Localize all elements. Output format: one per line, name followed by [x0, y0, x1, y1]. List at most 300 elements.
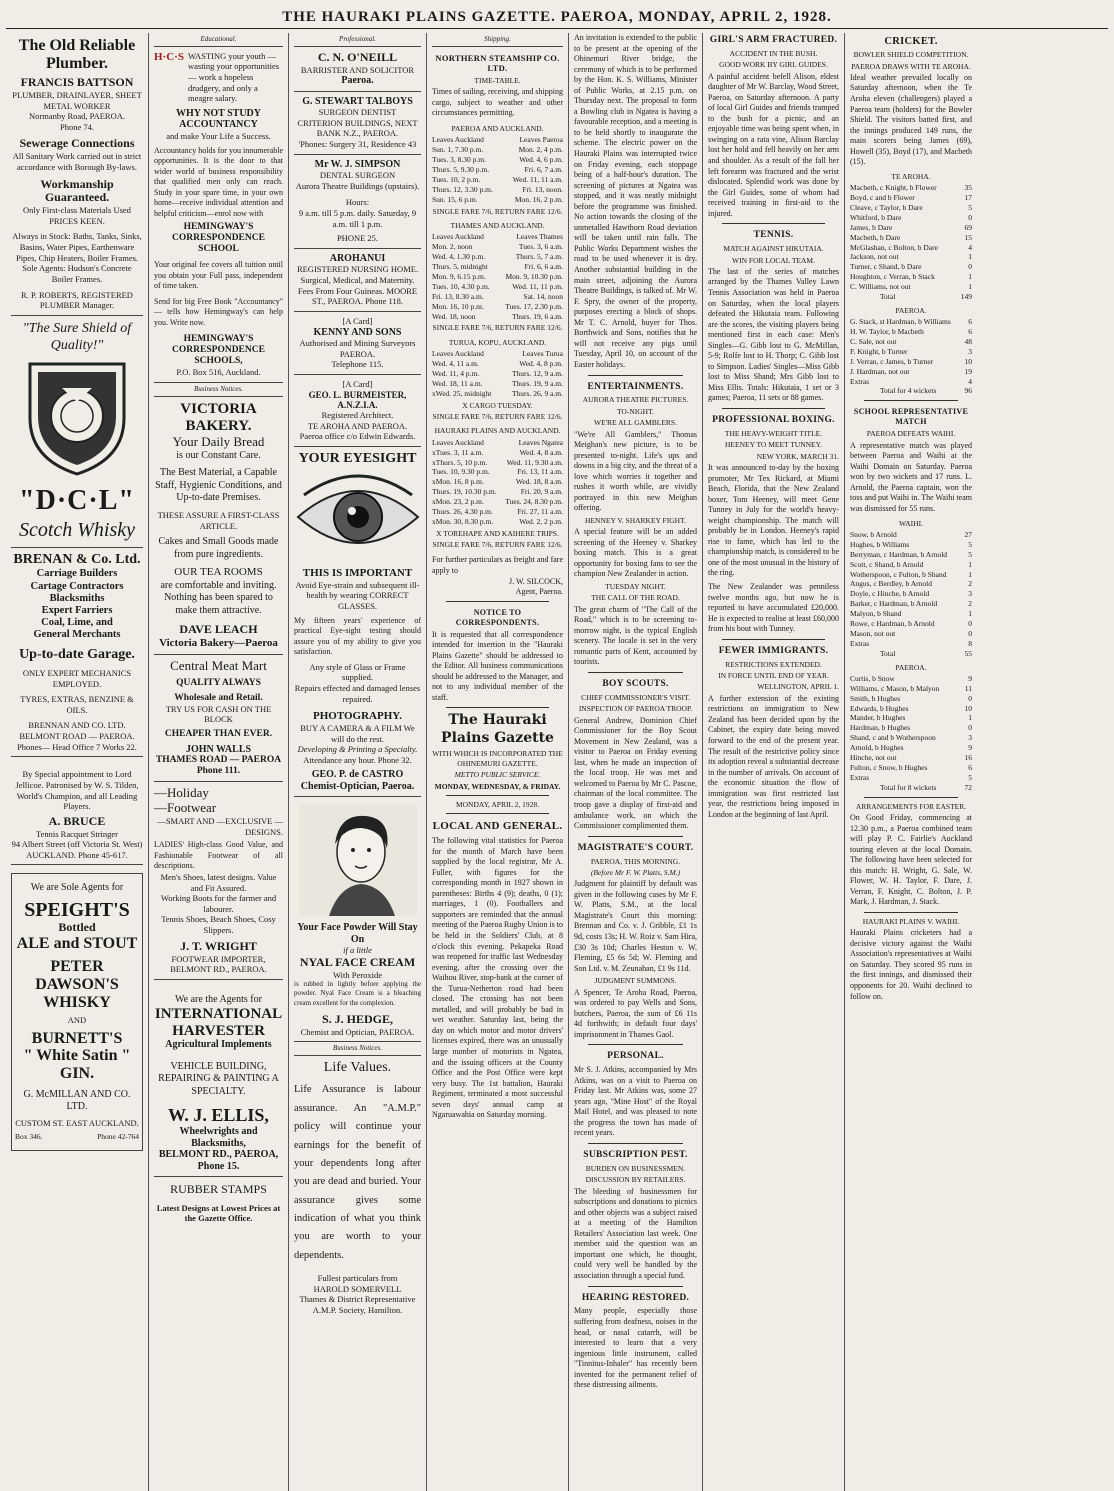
table-cell: Tues. 10, 4.30 p.m. — [432, 281, 490, 291]
article-subheading: ACCIDENT IN THE BUSH. — [729, 48, 818, 58]
article-subheading: IN FORCE UNTIL END OF YEAR. — [718, 671, 829, 681]
ad-line: General Merchants — [33, 628, 121, 640]
table-cell: Tues. 10, 9.30 p.m. — [432, 467, 490, 477]
ad-headline: Up-to-date Garage. — [19, 646, 135, 662]
table-cell: James, b Dare — [850, 222, 893, 232]
timetable-row — [432, 379, 563, 389]
timetable-row — [432, 242, 563, 252]
ad-text: BUY A CAMERA & A FILM We will do the rest. — [300, 722, 415, 744]
ad-brand: " White Satin " — [23, 1047, 131, 1065]
table-cell: Wed. 4, 11 a.m. — [432, 359, 479, 369]
timetable-row — [432, 369, 563, 379]
table-cell: xMon. 30, 8.30 p.m. — [432, 516, 494, 526]
ad-text: CUSTOM ST. EAST AUCKLAND. — [15, 1117, 139, 1128]
table-cell: Mon. 9, 10.30 p.m. — [505, 271, 563, 281]
article-subheading: HAURAKI PLAINS V. WAIHI. — [862, 916, 960, 926]
timetable-row — [432, 517, 563, 527]
article-subheading: THE HEAVY-WEIGHT TITLE. — [724, 428, 823, 438]
ad-text: is our Constant Care. — [176, 449, 261, 461]
article-subheading: AURORA THEATRE PICTURES. — [582, 395, 689, 405]
scorecard-total: Total for 8 wickets 72 — [880, 782, 972, 792]
article-body: On Good Friday, commencing at 12.30 p.m., a Paeroa combined team will play P. C. Fairlie's Auckland touring eleven at the local Domain. The following have been selected for this match: H. Wright, G. Sale, W. Flower, W. H. Taylor, F. Dare, J. Verran, F. Knight, C. Bolton, J. P. Mark, J. Hardman, J. Stack. — [850, 812, 972, 907]
scorecard-row — [850, 694, 972, 704]
ad-text: All Sanitary Work carried out in strict accordance with Borough By-laws. — [12, 151, 142, 172]
ad-text: Tennis Shoes, Beach Shoes, Cosy Slippers. — [161, 914, 276, 936]
article-subheading: DISCUSSION BY RETAILERS. — [585, 1175, 686, 1185]
ad-text: My fifteen years' experience of practical Eye-sight testing should assure you of my ability to give you satisfaction. — [294, 615, 421, 657]
ad-text: Working Boots for the farmer and labourer. — [160, 893, 277, 914]
table-cell: 17 — [964, 193, 972, 203]
fare-note: X CARGO TUESDAY. — [462, 400, 533, 410]
article-body: A painful accident befell Alison, eldest daughter of Mr W. Barclay, Wood Street, Paeroa, on Saturday afternoon. A party of local Girl Guides and friends tramped to the bush for a picnic, and an enjoyable time was being spent when, in swinging on a rata vine, Alison Barclay lost her hold and fell heavily on her arm and shoulder. As a result of the fall her left forearm was fractured and the wrist dislocated. Splendid work was done by the Girl Guides, some of whom had received training in first-aid to the injured. — [708, 71, 839, 218]
table-cell: 4 — [968, 242, 972, 252]
scorecard-row — [850, 723, 972, 733]
article-heading: FEWER IMMIGRANTS. — [718, 645, 829, 656]
table-cell: Wotherspoon, c Fulton, b Shand — [850, 569, 947, 579]
article-body: The last of the series of matches arranged by the Thames Valley Lawn Tennis Association was held in Paeroa on Saturday, when the local players defeated the Hikutaia team. Following are the scores, the visiting players being mentioned first in each case: Men's Singles—G. Gibb lost to G. McMillan, 5-9; Rolfe lost to H. Thorp; C. Gibb lost to Simpson. Ladies' Singles—Miss Gibb lost to Miss Shand; Mrs Gibb lost to Miss Ellis. Totals: Hikutaia, 1 set or 3 games; Paeroa, 11 sets or 88 games. — [708, 266, 839, 403]
gazette-date: MONDAY, APRIL 2, 1928. — [455, 799, 540, 809]
article-subheading: BOWLER SHIELD COMPETITION. — [853, 50, 969, 60]
card-name: AROHANUI — [329, 252, 386, 264]
table-cell: Sun. 1, 7.30 p.m. — [432, 145, 484, 155]
gazette-subtitle: WITH WHICH IS INCORPORATED THE OHINEMURI GAZETTE. — [432, 749, 563, 768]
article-body: Judgment for plaintiff by default was given in the following cases by Mr F. W. Platts, S.M., at the local Magistrate's Court this morning: Brennan and Co. v. J. Gribble, £1 1s 9d, costs 13s; H. W. Roiz v. Sam Hira, £30 3s 10d; Charles Heston v. W. Fleming, £5 6s 5d; W. Fleming and Son Ltd. v. M. Zeunahan, £1 9s 11d. — [574, 879, 697, 973]
table-cell: Thurs. 26, 9 a.m. — [511, 388, 563, 398]
ad-text: are comfortable and inviting. Nothing has been spared to make them attractive. — [160, 579, 277, 616]
gazette-subtitle: METTO PUBLIC SERVICE. — [454, 770, 541, 780]
card-text: Registered Architect. — [321, 410, 394, 421]
article-subheading: RESTRICTIONS EXTENDED. — [725, 659, 822, 669]
timetable-row — [432, 477, 563, 487]
table-cell: Wed. 11, 11 p.m. — [512, 281, 563, 291]
route-heading: THAMES AND AUCKLAND. — [450, 221, 545, 230]
ad-headline: THIS IS IMPORTANT — [302, 567, 413, 580]
scorecard-row — [850, 530, 972, 540]
table-cell: 1 — [968, 559, 972, 569]
table-cell: Fri. 6, 7 a.m. — [524, 165, 563, 175]
ad-name: HAROLD SOMERVELL — [313, 1283, 402, 1294]
article-heading: CRICKET. — [884, 36, 938, 47]
table-cell: Macbeth, b Dare — [850, 232, 901, 242]
table-header-cell: Leaves Turua — [522, 349, 563, 359]
victoria-bakery-ad — [154, 397, 283, 655]
timetable-row — [432, 145, 563, 155]
oneill-card — [294, 47, 421, 92]
scorecard-row — [850, 629, 972, 639]
timetable-paeroa-auckland — [432, 135, 563, 204]
table-cell: Houghton, c Verran, b Stack — [850, 272, 935, 282]
timetable-turua-kopu-auckland — [432, 349, 563, 398]
table-cell: 1 — [968, 282, 972, 292]
table-cell: Tues. 3, 8.30 p.m. — [432, 155, 486, 165]
ad-text: if a little — [343, 945, 372, 956]
card-text: [A Card] — [342, 378, 373, 389]
table-cell: 1 — [968, 252, 972, 262]
woman-portrait-illustration-icon — [299, 804, 417, 916]
shipping-heading: NORTHERN STEAMSHIP CO. LTD. — [435, 52, 560, 74]
table-cell: 1 — [968, 569, 972, 579]
table-header — [432, 232, 563, 242]
scorecard-row — [850, 570, 972, 580]
table-cell: 8 — [968, 638, 972, 648]
card-text: BARRISTER AND SOLICITOR — [300, 64, 415, 75]
table-cell: Curtis, b Snow — [850, 673, 895, 683]
scorecard-row — [850, 550, 972, 560]
ad-text: Phone 74. — [60, 121, 94, 132]
scorecard-heading: PAEROA. — [895, 305, 927, 315]
ad-headline: RUBBER STAMPS — [170, 1182, 267, 1197]
timetable-row — [432, 292, 563, 302]
ad-headline: Sewerage Connections — [19, 136, 135, 151]
scorecard-row — [850, 773, 972, 783]
table-cell: Fulton, c Snow, b Hughes — [850, 762, 928, 772]
scorecard-row — [850, 599, 972, 609]
scorecard-te-aroha — [850, 183, 972, 292]
ad-text: ONLY EXPERT MECHANICS EMPLOYED. — [22, 667, 132, 689]
table-cell: Fri. 13, noon. — [522, 184, 563, 194]
table-cell: 6 — [968, 327, 972, 337]
article-subheading: GOOD WORK BY GIRL GUIDES. — [719, 60, 828, 70]
plumber-ad — [11, 33, 143, 316]
ad-text: Box 346. — [15, 1132, 43, 1142]
table-header-cell: Leaves Auckland — [432, 135, 484, 145]
table-cell: Snow, b Arnold — [850, 529, 897, 539]
timetable-row — [432, 359, 563, 369]
table-cell: Hughes, b Williams — [850, 539, 910, 549]
ad-text: By Special appointment to Lord Jellicoe. Patronised by W. S. Tilden, World's Champion, and all Leading Players. — [15, 769, 139, 812]
table-cell: Thurs. 19, 10.30 p.m. — [432, 487, 497, 497]
scorecard-row — [850, 619, 972, 629]
scorecard-row — [850, 213, 972, 223]
article-heading: LOCAL AND GENERAL. — [432, 820, 563, 833]
timetable-thames-auckland — [432, 232, 563, 321]
article-body: The great charm of "The Call of the Road," which is to be screening to-morrow night, is the typical English scenery. The locale is set in the very romantic parts of Kent, accounted by tourists. — [574, 604, 697, 667]
article-body: A special feature will be an added screening of the Heeney v. Sharkey boxing match. This is a great opportunity for boxing fans to see the champion New Zealander in action. — [574, 527, 697, 579]
table-cell: Thurs. 5, 7 a.m. — [515, 252, 563, 262]
shield-emblem-icon — [22, 358, 132, 478]
scorecard-row — [850, 262, 972, 272]
scorecard-row — [850, 243, 972, 253]
scorecard-row — [850, 367, 972, 377]
table-cell: Thurs. 26, 4.30 p.m. — [432, 506, 493, 516]
ad-headline: Workmanship Guaranteed. — [40, 176, 114, 205]
section-label: Educational. — [154, 33, 283, 47]
ad-text: Phone 42-764 — [97, 1132, 139, 1142]
card-name: KENNY AND SONS — [313, 326, 402, 338]
table-cell: Rowe, c Hardman, b Arnold — [850, 618, 935, 628]
table-cell: Thurs. 5, midnight — [432, 262, 488, 272]
table-header-cell: Leaves Thames — [516, 232, 563, 242]
article-subheading: HEENEY TO MEET TUNNEY. — [725, 440, 822, 450]
table-cell: 0 — [968, 212, 972, 222]
timetable-hauraki-plains-auckland — [432, 438, 563, 527]
scorecard-paeroa — [850, 317, 972, 386]
ad-text: VEHICLE BUILDING, REPAIRING & PAINTING A SPECIALTY. — [158, 1060, 279, 1097]
card-text: 9 a.m. till 5 p.m. daily. Saturday, 9 a.m. till 1 p.m. — [298, 208, 417, 229]
table-cell: 5 — [968, 549, 972, 559]
ad-brand: "D·C·L" — [19, 485, 135, 517]
article-body: "We're All Gamblers," Thomas Meighan's new picture, is to be presented to-night. Life's ups and downs in a big city, and the threat of a love which worries it together and rushes it worth while, are vividly portrayed in this new Meighan offering. — [574, 429, 697, 513]
article-heading: PROFESSIONAL BOXING. — [712, 415, 835, 426]
card-name: C. N. O'NEILL — [317, 49, 398, 64]
ad-text: THESE ASSURE A FIRST-CLASS ARTICLE. — [157, 509, 280, 531]
scorecard-heading: PAEROA. — [895, 662, 927, 672]
table-cell: C. Sale, not out — [850, 337, 897, 347]
scorecard-row — [850, 233, 972, 243]
table-cell: F. Knight, b Turner — [850, 346, 908, 356]
ad-text: TYRES, EXTRAS, BENZINE & OILS. — [20, 694, 134, 715]
table-cell: Hardman, b Hughes — [850, 723, 911, 733]
fare-note: SINGLE FARE 7/6, RETURN FARE 12/6. — [432, 323, 563, 333]
table-cell: 35 — [964, 183, 972, 193]
timetable-row — [432, 448, 563, 458]
scorecard-row — [850, 327, 972, 337]
scorecard-row — [850, 753, 972, 763]
table-cell: xTues. 3, 11 a.m. — [432, 447, 484, 457]
timetable-row — [432, 282, 563, 292]
table-cell: Fri. 13, 8.30 a.m. — [432, 291, 484, 301]
table-cell: Jackson, not out — [850, 252, 899, 262]
ad-headline: The Old Reliable Plumber. — [18, 37, 136, 72]
table-cell: Thurs. 12, 9 a.m. — [511, 368, 563, 378]
timetable-row — [432, 175, 563, 185]
timetable-row — [432, 487, 563, 497]
card-text: [A Card] — [342, 315, 373, 326]
table-cell: 5 — [968, 539, 972, 549]
ad-text: G. McMILLAN AND CO. LTD. — [23, 1088, 131, 1113]
table-header — [432, 438, 563, 448]
article-subheading: PAEROA DRAWS WITH TE AROHA. — [851, 61, 971, 71]
ad-name: Chemist-Optician, Paeroa. — [300, 780, 415, 792]
table-cell: 1 — [968, 609, 972, 619]
article-heading: TENNIS. — [753, 230, 794, 241]
table-cell: Scott, c Shand, b Arnold — [850, 559, 924, 569]
route-heading: HAURAKI PLAINS AND AUCKLAND. — [434, 426, 561, 436]
ad-text: Cakes and Small Goods made from pure ingredients. — [158, 536, 279, 560]
card-text: Telephone 115. — [331, 359, 384, 370]
table-cell: Macbeth, c Knight, b Flower — [850, 183, 937, 193]
article-body: Mr S. J. Atkins, accompanied by Mrs Atkins, was on a visit to Paeroa on Friday last. Mr Atkins was, some 27 years ago, "Mine Host" of the Royal Mail Hotel, and was pleased to note the progress the town has made of recent years. — [574, 1065, 697, 1138]
scorecard-total: Total for 4 wickets 96 — [880, 386, 972, 396]
talboys-card — [294, 92, 421, 155]
article-subheading: PAEROA DEFEATS WAIHI. — [866, 429, 956, 439]
kenny-card — [294, 312, 421, 375]
burmeister-card — [294, 375, 421, 447]
column-4-shipping-news — [427, 33, 569, 1491]
table-cell: C. Williams, not out — [850, 282, 911, 292]
table-cell: 4 — [968, 376, 972, 386]
shipping-text: For further particulars as freight and fare apply to — [432, 555, 563, 576]
scorecard-heading: WAIHI. — [899, 518, 923, 528]
ad-text: is rubbed in lightly before applying the powder. Nyal Face Cream is a bleaching cream excellent for the complexion. — [294, 980, 421, 1007]
table-cell: 0 — [968, 628, 972, 638]
nyal-ad — [294, 797, 421, 1042]
table-cell: Tues. 17, 2.30 p.m. — [505, 301, 563, 311]
article-heading: SCHOOL REPRESENTATIVE MATCH — [853, 407, 969, 427]
ad-text: CHEAPER THAN EVER. — [164, 728, 273, 739]
eyesight-ad — [294, 447, 421, 797]
table-cell: Shand, c and b Wotherspoon — [850, 733, 936, 743]
article-body: The following vital statistics for Paeroa for the month of March have been supplied by the local registrar, Mr A. Fuller, with figures for the corresponding month in 1927 shown in parentheses: Births 4 (9); deaths, 0 (1); marriages, 1 (0). Footballers and supporters are reminded that the annual meeting of the Paeroa Rugby Union is to be held in the Soldiers' Club, at 8 o'clock this evening. Pekapeka Road was reopened for traffic last Wednesday evening, after the crossing over the Waihou River, stop-bank at the corner of the Turua-Netherton road had been closed. The crossing has not been metalled, and will probably be bad in wet weather. Saturday last, being the day on which motor and motor drivers' licenses expired, there was an unusually large number of motorists in Ngatea, and the issuing officers at the County Office and the Post Office were kept very busy. The 1st battalion, Hauraki Regiment, terminated a most successful seven days' annual camp at Ngaruawahia on Saturday morning. — [432, 836, 563, 1120]
scorecard-row — [850, 733, 972, 743]
scorecard-row — [850, 609, 972, 619]
card-text: REGISTERED NURSING HOME. — [296, 264, 419, 275]
timetable-row — [432, 195, 563, 205]
table-cell: J. Verran, c James, b Turner — [850, 356, 934, 366]
article-body: Ideal weather prevailed locally on Saturday afternoon, when the Te Aroha eleven (challengers) played a Paeroa team (holders) for the Bowler Shield. The visitors batted first, and the innings produced 149 runs, the main scorers being James (69), Howell (35), Boyd (17), and Macbeth (15). — [850, 72, 972, 167]
ad-text: Only First-class Materials Used PRICES KEEN. — [23, 205, 131, 226]
scorecard-row — [850, 223, 972, 233]
card-text: 'Phones: Surgery 31, Residence 43 — [298, 139, 417, 150]
table-cell: Wed. 2, 2 p.m. — [519, 516, 563, 526]
article-heading: MAGISTRATE'S COURT. — [577, 842, 694, 853]
card-text: TE AROHA AND PAEROA. — [307, 420, 408, 431]
arohanui-card — [294, 249, 421, 312]
table-cell: Smith, b Hughes — [850, 693, 901, 703]
ad-text: —SMART AND —EXCLUSIVE —DESIGNS. — [157, 816, 283, 837]
article-dateline: NEW YORK, MARCH 31. — [756, 451, 839, 461]
table-cell: Extras — [850, 772, 870, 782]
ad-text: FOOTWEAR IMPORTER, BELMONT RD., PAEROA. — [170, 953, 267, 975]
ad-text: Attendance any hour. Phone 32. — [303, 754, 412, 765]
table-cell: 9 — [968, 743, 972, 753]
fare-note: SINGLE FARE 7/6, RETURN FARE 12/6. — [432, 206, 563, 216]
article-subheading: WE'RE ALL GAMBLERS. — [594, 418, 677, 428]
scorecard-heading: TE AROHA. — [891, 171, 931, 181]
table-cell: Wed. 4, 8 p.m. — [519, 359, 563, 369]
article-subheading: MATCH AGAINST HIKUTAIA. — [723, 244, 824, 254]
gazette-nameplate: The Hauraki Plains Gazette — [441, 712, 554, 746]
article-subheading: ARRANGEMENTS FOR EASTER. — [855, 801, 967, 811]
amp-ad — [294, 1056, 421, 1320]
table-cell: Edwards, b Hughes — [850, 703, 909, 713]
eye-illustration-icon — [294, 471, 422, 561]
meat-mart-ad — [154, 655, 283, 782]
table-cell: Turner, c Shand, b Dare — [850, 262, 922, 272]
ad-name: FRANCIS BATTSON — [20, 75, 134, 90]
ad-text: Fullest particulars from — [317, 1273, 398, 1284]
ad-text: Men's Shoes, latest designs. Value and Fit Assured. — [160, 871, 277, 893]
table-cell: Extras — [850, 376, 870, 386]
timetable-row — [432, 252, 563, 262]
route-heading: PAEROA AND AUCKLAND. — [451, 124, 544, 134]
ad-name: JOHN WALLS — [185, 743, 252, 755]
shipping-text: Times of sailing, receiving, and shipping cargo, subject to weather and other circumstances permitting. — [432, 87, 563, 118]
article-subheading: THE CALL OF THE ROAD. — [591, 593, 680, 603]
table-cell: Arnold, b Hughes — [850, 743, 904, 753]
table-cell: Mon. 16, 10 p.m. — [432, 301, 484, 311]
ad-brand: PETER — [50, 958, 104, 976]
table-cell: Mon. 9, 6.15 p.m. — [432, 271, 486, 281]
card-text: DENTAL SURGEON — [319, 170, 396, 181]
card-text: SURGEON DENTIST — [318, 107, 397, 118]
timetable-row — [432, 507, 563, 517]
route-heading: TURUA, KOPU, AUCKLAND. — [448, 337, 547, 347]
harvester-ad — [154, 980, 283, 1177]
table-cell: H. W. Taylor, b Macbeth — [850, 327, 924, 337]
table-cell: Mon. 2, noon — [432, 242, 473, 252]
table-cell: Thurs. 19, 9 a.m. — [511, 378, 563, 388]
speights-ad — [11, 873, 143, 1151]
table-cell: Cleave, c Taylor, b Dare — [850, 202, 923, 212]
agent-signature: J. W. SILCOCK, — [508, 576, 563, 586]
ad-text: AND — [67, 1015, 87, 1026]
timetable-row — [432, 458, 563, 468]
table-header-cell: Leaves Auckland — [432, 349, 484, 359]
ad-headline: PHOTOGRAPHY. — [313, 710, 402, 723]
column-5-news — [569, 33, 703, 1491]
table-cell: xMon. 16, 8 p.m. — [432, 477, 484, 487]
ad-text: Your original fee covers all tuition until you obtain your Full pass, independent of time taken. — [154, 260, 283, 291]
scorecard-row — [850, 713, 972, 723]
article-subheading: PAEROA, THIS MORNING. — [590, 856, 681, 866]
table-cell: 0 — [968, 618, 972, 628]
table-cell: 69 — [964, 222, 972, 232]
table-cell: Angus, c Berdley, b Arnold — [850, 579, 933, 589]
article-heading: NOTICE TO CORRESPONDENTS. — [455, 607, 540, 627]
scorecard-row — [850, 203, 972, 213]
scorecard-row — [850, 684, 972, 694]
table-cell: Boyd, c and b Flower — [850, 193, 915, 203]
table-cell: 3 — [968, 733, 972, 743]
article-body: Many people, especially those suffering from deafness, noises in the head, or nasal catarrh, will be interested to learn that a very ingenious little instrument, called "Tinnitus-Inhaler" has recently been invented for the permanent relief of these distressing ailments. — [574, 1306, 697, 1390]
table-cell: 5 — [968, 202, 972, 212]
table-cell: Fri. 6, 6 a.m. — [524, 262, 563, 272]
table-cell: 9 — [968, 673, 972, 683]
ad-text: We are the Agents for — [175, 993, 262, 1005]
scorecard-row — [850, 347, 972, 357]
article-heading: SUBSCRIPTION PEST. — [583, 1150, 688, 1161]
table-header — [432, 135, 563, 145]
ad-headline: Life Values. — [323, 1060, 392, 1076]
table-cell: 6 — [968, 762, 972, 772]
ad-name: HEMINGWAY'S CORRESPONDENCE SCHOOLS, — [172, 334, 265, 367]
ad-name: HEMINGWAY'S CORRESPONDENCE SCHOOL — [172, 222, 265, 255]
scorecard-row — [850, 560, 972, 570]
timetable-row — [432, 312, 563, 322]
table-cell: 27 — [964, 529, 972, 539]
ad-text: Always in Stock: Baths, Tanks, Sinks, Basins, Water Pipes, Earthenware Pipes, Chip Heaters, Boiler Frames. — [12, 231, 142, 263]
scorecard-total: Total 55 — [880, 648, 972, 658]
ad-text: Accountancy holds for you innumerable opportunities. It is the door to that wider world of business responsibility that qualified men only can reach. Study in your spare time, in your own home—receive individual attention and helpful criticism—enrol now with — [154, 145, 283, 218]
article-body: A further extension of the existing restrictions on immigration to New Zealand has been decided upon by the Cabinet, the expiry date being moved forward to the end of the present year. The result of the restrictive policy since its adoption reveal a substantial decrease in the number of arrivals. On account of the economic situation the flow of immigration was first restricted last year, the restrictions being imposed in London at the beginning of last April. — [708, 693, 839, 819]
column-2-advertisements — [149, 33, 289, 1491]
card-text: Authorised and Mining Surveyors PAEROA. — [299, 338, 416, 359]
scorecard-row — [850, 579, 972, 589]
ad-brand: INTERNATIONAL — [154, 1006, 283, 1023]
table-cell: xWed. 25, midnight — [432, 388, 492, 398]
table-header-cell: Leaves Auckland — [432, 232, 484, 242]
table-cell: Fri. 20, 9 a.m. — [520, 487, 563, 497]
timetable-row — [432, 467, 563, 477]
ad-line: Expert Farriers — [41, 604, 113, 616]
ad-headline: YOUR EYESIGHT — [298, 451, 417, 467]
table-cell: Doyle, c Hinche, b Arnold — [850, 589, 930, 599]
scorecard-row — [850, 704, 972, 714]
ad-headline: Your Daily Bread — [172, 434, 265, 450]
ad-headline: OUR TEA ROOMS — [174, 566, 263, 579]
ad-headline: VICTORIA BAKERY. — [180, 400, 257, 434]
table-cell: Fri. 13, 11 a.m. — [517, 467, 563, 477]
article-subheading: WIN FOR LOCAL TEAM. — [732, 255, 815, 265]
table-cell: McGlashan, c Bolton, b Dare — [850, 242, 938, 252]
card-text: Hours: — [345, 197, 370, 208]
ad-line: Coal, Lime, and — [41, 616, 113, 628]
ad-text: and make Your Life a Success. — [166, 130, 271, 141]
table-cell: Mon. 2, 4 p.m. — [518, 145, 563, 155]
hemingway-ad — [154, 47, 283, 383]
table-cell: 48 — [964, 337, 972, 347]
